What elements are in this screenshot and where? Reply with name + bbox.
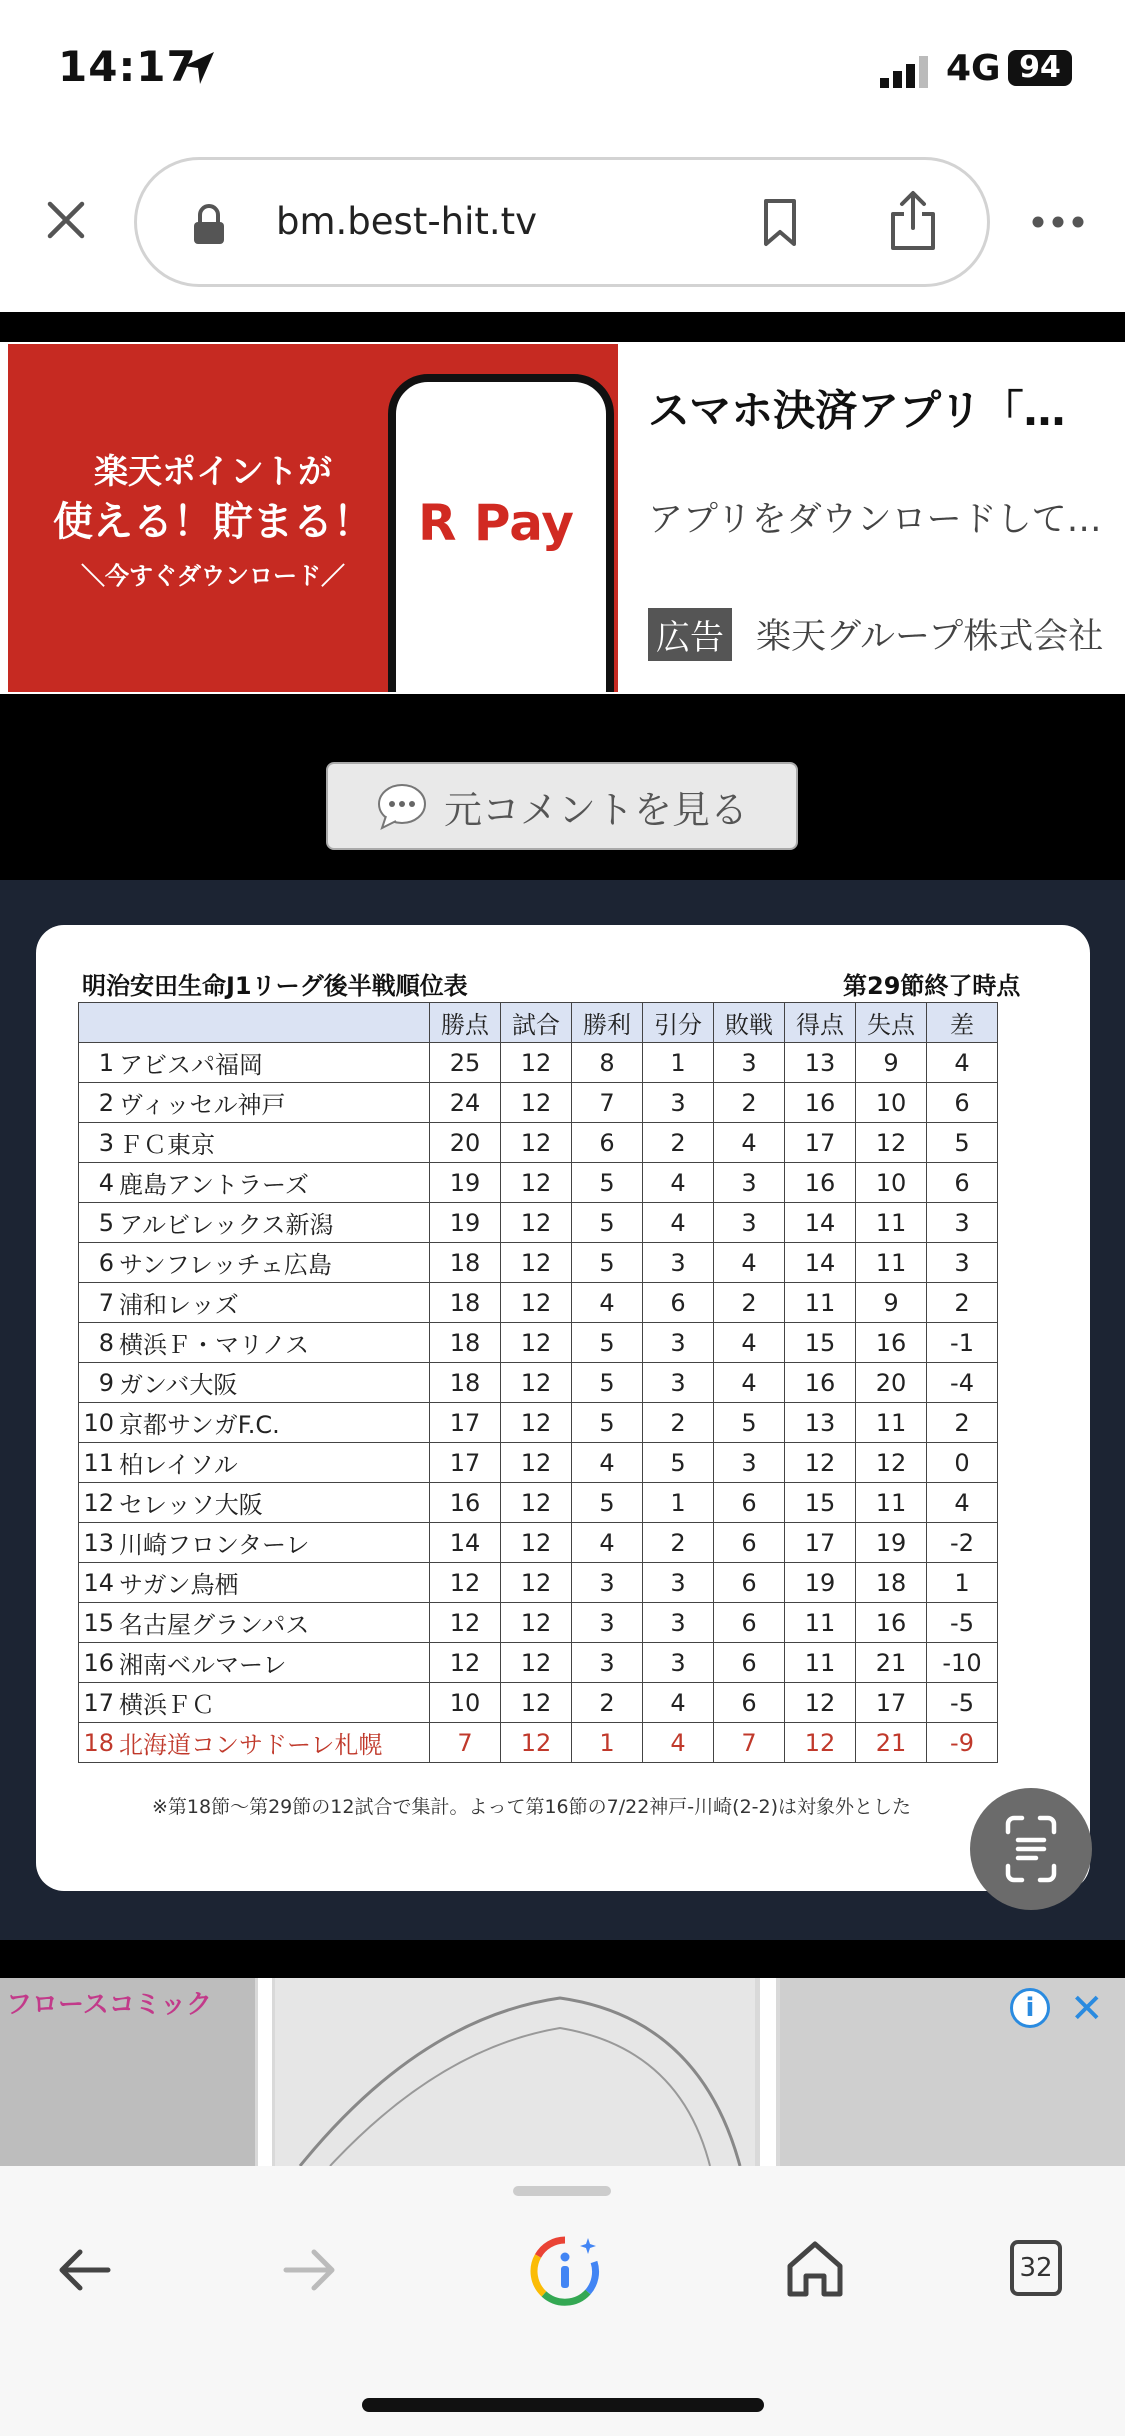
google-discover-icon[interactable] — [528, 2234, 602, 2308]
view-original-comment-button[interactable] — [326, 762, 798, 850]
cell-goals-for: 19 — [785, 1563, 856, 1603]
home-icon[interactable] — [784, 2238, 846, 2300]
cell-team: 鹿島アントラーズ — [116, 1163, 430, 1203]
cell-played: 12 — [501, 1203, 572, 1243]
cell-goals-for: 17 — [785, 1523, 856, 1563]
cell-goals-against: 11 — [856, 1203, 927, 1243]
cell-rank: 2 — [79, 1083, 117, 1123]
cell-losses: 5 — [714, 1403, 785, 1443]
cell-played: 12 — [501, 1323, 572, 1363]
cell-rank: 16 — [79, 1643, 117, 1683]
table-row — [79, 1323, 998, 1363]
cell-goal-diff: 5 — [927, 1123, 998, 1163]
cell-goals-for: 16 — [785, 1083, 856, 1123]
cell-rank: 8 — [79, 1323, 117, 1363]
cell-wins: 4 — [572, 1523, 643, 1563]
cell-goal-diff: -5 — [927, 1683, 998, 1723]
cell-goals-for: 11 — [785, 1283, 856, 1323]
cell-wins: 1 — [572, 1723, 643, 1763]
cell-rank: 3 — [79, 1123, 117, 1163]
cell-goal-diff: -4 — [927, 1363, 998, 1403]
rpay-logo: R Pay — [418, 494, 575, 552]
ad-sponsor: 楽天グループ株式会社 — [756, 617, 1104, 657]
cell-played: 12 — [501, 1123, 572, 1163]
cell-rank: 4 — [79, 1163, 117, 1203]
banner-logo: フロースコミック — [6, 1990, 213, 2020]
cell-team: 京都サンガF.C. — [116, 1403, 430, 1443]
header-losses: 敗戦 — [714, 1003, 785, 1043]
cell-team: 柏レイソル — [116, 1443, 430, 1483]
cell-goals-for: 12 — [785, 1723, 856, 1763]
standings-table — [78, 1002, 998, 1763]
header-goals-against: 失点 — [856, 1003, 927, 1043]
cell-wins: 7 — [572, 1083, 643, 1123]
cell-losses: 3 — [714, 1443, 785, 1483]
cell-goals-for: 16 — [785, 1363, 856, 1403]
cell-goals-against: 11 — [856, 1243, 927, 1283]
cell-losses: 3 — [714, 1163, 785, 1203]
cell-points: 7 — [430, 1723, 501, 1763]
cell-goal-diff: 3 — [927, 1203, 998, 1243]
sheet-handle[interactable] — [513, 2186, 611, 2196]
cell-goals-for: 15 — [785, 1483, 856, 1523]
cell-losses: 4 — [714, 1363, 785, 1403]
cell-goals-for: 14 — [785, 1203, 856, 1243]
cell-goals-for: 12 — [785, 1683, 856, 1723]
cell-played: 12 — [501, 1443, 572, 1483]
cell-rank: 7 — [79, 1283, 117, 1323]
cell-losses: 2 — [714, 1083, 785, 1123]
cell-points: 18 — [430, 1243, 501, 1283]
cell-wins: 4 — [572, 1443, 643, 1483]
cell-goals-against: 9 — [856, 1283, 927, 1323]
cell-draws: 4 — [643, 1683, 714, 1723]
cell-goals-against: 20 — [856, 1363, 927, 1403]
cell-wins: 5 — [572, 1403, 643, 1443]
cell-goals-for: 11 — [785, 1643, 856, 1683]
bookmark-icon[interactable] — [762, 198, 798, 248]
table-row — [79, 1163, 998, 1203]
cell-goals-against: 10 — [856, 1163, 927, 1203]
table-row — [79, 1083, 998, 1123]
cell-goals-for: 17 — [785, 1123, 856, 1163]
cell-wins: 6 — [572, 1123, 643, 1163]
cell-goals-against: 9 — [856, 1043, 927, 1083]
url-text[interactable]: bm.best-hit.tv — [276, 200, 538, 243]
more-icon[interactable] — [1030, 210, 1086, 234]
forward-arrow-icon[interactable] — [282, 2248, 338, 2292]
cell-wins: 4 — [572, 1283, 643, 1323]
cell-played: 12 — [501, 1483, 572, 1523]
cell-rank: 12 — [79, 1483, 117, 1523]
cell-rank: 1 — [79, 1043, 117, 1083]
cell-played: 12 — [501, 1363, 572, 1403]
ad-promo-line3: ＼今すぐダウンロード／ — [81, 562, 345, 590]
cell-rank: 17 — [79, 1683, 117, 1723]
cell-draws: 1 — [643, 1483, 714, 1523]
cell-rank: 9 — [79, 1363, 117, 1403]
cell-rank: 18 — [79, 1723, 117, 1763]
cell-points: 18 — [430, 1363, 501, 1403]
cell-goals-for: 15 — [785, 1323, 856, 1363]
cell-played: 12 — [501, 1603, 572, 1643]
signal-icon — [880, 56, 932, 88]
cell-points: 25 — [430, 1043, 501, 1083]
cell-wins: 3 — [572, 1603, 643, 1643]
ad-promo-line2: 使える！貯まる！ — [53, 499, 373, 545]
cell-points: 24 — [430, 1083, 501, 1123]
network-type: 4G — [946, 48, 1001, 89]
ad-badge: 広告 — [648, 608, 732, 661]
cell-goal-diff: 3 — [927, 1243, 998, 1283]
cell-goals-for: 12 — [785, 1443, 856, 1483]
cell-team: 名古屋グランパス — [116, 1603, 430, 1643]
ad-description[interactable]: アプリをダウンロードして… — [648, 500, 1102, 540]
cell-draws: 2 — [643, 1523, 714, 1563]
cell-goal-diff: -10 — [927, 1643, 998, 1683]
cell-rank: 10 — [79, 1403, 117, 1443]
cell-rank: 5 — [79, 1203, 117, 1243]
cell-team: 浦和レッズ — [116, 1283, 430, 1323]
cell-played: 12 — [501, 1683, 572, 1723]
cell-team: ＦＣ東京 — [116, 1123, 430, 1163]
battery-indicator: 94 — [1008, 50, 1072, 86]
cell-played: 12 — [501, 1163, 572, 1203]
cell-losses: 6 — [714, 1643, 785, 1683]
cell-points: 17 — [430, 1443, 501, 1483]
cell-goal-diff: 2 — [927, 1403, 998, 1443]
cell-points: 17 — [430, 1403, 501, 1443]
cell-draws: 3 — [643, 1603, 714, 1643]
cell-goal-diff: 4 — [927, 1483, 998, 1523]
cell-goal-diff: -1 — [927, 1323, 998, 1363]
standings-note: ※第18節～第29節の12試合で集計。よって第16節の7/22神戸-川崎(2-2)は対象外とした — [152, 1796, 912, 1818]
cell-goals-for: 14 — [785, 1243, 856, 1283]
cell-points: 19 — [430, 1203, 501, 1243]
cell-wins: 5 — [572, 1163, 643, 1203]
address-bar[interactable] — [134, 157, 990, 287]
cell-wins: 5 — [572, 1243, 643, 1283]
table-row — [79, 1203, 998, 1243]
cell-team: アビスパ福岡 — [116, 1043, 430, 1083]
location-arrow-icon — [180, 48, 220, 88]
home-indicator — [362, 2398, 764, 2412]
cell-points: 12 — [430, 1603, 501, 1643]
cell-losses: 6 — [714, 1483, 785, 1523]
standings-round: 第29節終了時点 — [843, 972, 1021, 1000]
cell-team: 横浜ＦＣ — [116, 1683, 430, 1723]
cell-goals-for: 16 — [785, 1163, 856, 1203]
cell-rank: 15 — [79, 1603, 117, 1643]
cell-points: 14 — [430, 1523, 501, 1563]
cell-goal-diff: -9 — [927, 1723, 998, 1763]
cell-goals-against: 11 — [856, 1483, 927, 1523]
cell-losses: 3 — [714, 1043, 785, 1083]
cell-losses: 2 — [714, 1283, 785, 1323]
cell-points: 12 — [430, 1643, 501, 1683]
cell-goals-against: 18 — [856, 1563, 927, 1603]
cell-goals-against: 11 — [856, 1403, 927, 1443]
cell-goal-diff: -2 — [927, 1523, 998, 1563]
cell-losses: 6 — [714, 1523, 785, 1563]
cell-wins: 5 — [572, 1483, 643, 1523]
cell-team: 北海道コンサドーレ札幌 — [116, 1723, 430, 1763]
cell-draws: 1 — [643, 1043, 714, 1083]
cell-team: サガン鳥栖 — [116, 1563, 430, 1603]
cell-played: 12 — [501, 1643, 572, 1683]
table-row — [79, 1403, 998, 1443]
cell-goals-for: 13 — [785, 1403, 856, 1443]
table-row — [79, 1643, 998, 1683]
cell-draws: 3 — [643, 1563, 714, 1603]
standings-header-row — [79, 1003, 998, 1043]
cell-losses: 4 — [714, 1123, 785, 1163]
ad-close-icon[interactable]: ✕ — [1070, 1986, 1104, 2032]
speech-bubble-icon — [376, 782, 428, 830]
cell-draws: 3 — [643, 1323, 714, 1363]
scan-icon — [970, 1788, 1092, 1910]
comment-button-label: 元コメントを見る — [443, 787, 748, 832]
ad-image[interactable] — [8, 344, 618, 692]
cell-points: 20 — [430, 1123, 501, 1163]
header-team — [79, 1003, 430, 1043]
table-row — [79, 1283, 998, 1323]
cell-goal-diff: 6 — [927, 1083, 998, 1123]
cell-team: アルビレックス新潟 — [116, 1203, 430, 1243]
header-played: 試合 — [501, 1003, 572, 1043]
ad-info-icon[interactable]: i — [1010, 1988, 1050, 2028]
cell-team: ヴィッセル神戸 — [116, 1083, 430, 1123]
cell-goals-against: 16 — [856, 1603, 927, 1643]
cell-wins: 5 — [572, 1203, 643, 1243]
cell-rank: 6 — [79, 1243, 117, 1283]
cell-goal-diff: 6 — [927, 1163, 998, 1203]
cell-draws: 3 — [643, 1083, 714, 1123]
lock-icon — [192, 204, 226, 246]
cell-goal-diff: 0 — [927, 1443, 998, 1483]
cell-goals-for: 13 — [785, 1043, 856, 1083]
cell-points: 18 — [430, 1323, 501, 1363]
cell-goals-against: 10 — [856, 1083, 927, 1123]
table-row — [79, 1603, 998, 1643]
table-row — [79, 1123, 998, 1163]
close-icon[interactable] — [42, 196, 90, 244]
cell-goals-for: 11 — [785, 1603, 856, 1643]
cell-team: サンフレッチェ広島 — [116, 1243, 430, 1283]
cell-played: 12 — [501, 1043, 572, 1083]
cell-played: 12 — [501, 1083, 572, 1123]
cell-points: 19 — [430, 1163, 501, 1203]
table-row — [79, 1043, 998, 1083]
cell-goal-diff: 1 — [927, 1563, 998, 1603]
cell-goals-against: 21 — [856, 1643, 927, 1683]
cell-wins: 3 — [572, 1643, 643, 1683]
cell-goal-diff: -5 — [927, 1603, 998, 1643]
lens-scan-button[interactable] — [970, 1788, 1092, 1910]
cell-played: 12 — [501, 1563, 572, 1603]
cell-losses: 4 — [714, 1243, 785, 1283]
back-arrow-icon[interactable] — [56, 2248, 112, 2292]
ad-title[interactable]: スマホ決済アプリ「… — [648, 386, 1066, 435]
standings-body — [79, 1043, 998, 1763]
cell-losses: 6 — [714, 1563, 785, 1603]
cell-draws: 6 — [643, 1283, 714, 1323]
cell-wins: 5 — [572, 1363, 643, 1403]
ad-promo-line1: 楽天ポイントが — [94, 452, 332, 492]
cell-goals-against: 16 — [856, 1323, 927, 1363]
cell-losses: 6 — [714, 1603, 785, 1643]
header-wins: 勝利 — [572, 1003, 643, 1043]
cell-wins: 8 — [572, 1043, 643, 1083]
cell-draws: 4 — [643, 1163, 714, 1203]
banner-ad[interactable] — [0, 1978, 1125, 2166]
cell-losses: 7 — [714, 1723, 785, 1763]
cell-wins: 5 — [572, 1323, 643, 1363]
cell-goals-against: 12 — [856, 1123, 927, 1163]
cell-wins: 2 — [572, 1683, 643, 1723]
cell-rank: 14 — [79, 1563, 117, 1603]
standings-title: 明治安田生命J1リーグ後半戦順位表 — [82, 972, 468, 1000]
cell-goal-diff: 4 — [927, 1043, 998, 1083]
status-time: 14:17 — [58, 42, 197, 91]
table-row — [79, 1483, 998, 1523]
cell-rank: 11 — [79, 1443, 117, 1483]
cell-draws: 3 — [643, 1243, 714, 1283]
header-draws: 引分 — [643, 1003, 714, 1043]
table-row — [79, 1243, 998, 1283]
cell-goals-against: 21 — [856, 1723, 927, 1763]
cell-goals-against: 17 — [856, 1683, 927, 1723]
cell-team: 川崎フロンターレ — [116, 1523, 430, 1563]
cell-played: 12 — [501, 1403, 572, 1443]
cell-points: 16 — [430, 1483, 501, 1523]
cell-team: 湘南ベルマーレ — [116, 1643, 430, 1683]
cell-losses: 3 — [714, 1203, 785, 1243]
table-row — [79, 1563, 998, 1603]
cell-goals-against: 12 — [856, 1443, 927, 1483]
cell-points: 18 — [430, 1283, 501, 1323]
cell-wins: 3 — [572, 1563, 643, 1603]
cell-points: 10 — [430, 1683, 501, 1723]
cell-rank: 13 — [79, 1523, 117, 1563]
cell-draws: 3 — [643, 1643, 714, 1683]
cell-team: セレッソ大阪 — [116, 1483, 430, 1523]
tabs-button[interactable]: 32 — [1010, 2240, 1062, 2296]
table-row — [79, 1363, 998, 1403]
cell-draws: 3 — [643, 1363, 714, 1403]
cell-played: 12 — [501, 1523, 572, 1563]
header-goals-for: 得点 — [785, 1003, 856, 1043]
cell-played: 12 — [501, 1243, 572, 1283]
cell-played: 12 — [501, 1723, 572, 1763]
cell-draws: 2 — [643, 1123, 714, 1163]
cell-points: 12 — [430, 1563, 501, 1603]
cell-goal-diff: 2 — [927, 1283, 998, 1323]
share-icon[interactable] — [888, 190, 938, 252]
cell-draws: 4 — [643, 1203, 714, 1243]
cell-losses: 6 — [714, 1683, 785, 1723]
table-row — [79, 1683, 998, 1723]
cell-draws: 2 — [643, 1403, 714, 1443]
table-row — [79, 1523, 998, 1563]
cell-team: 横浜Ｆ・マリノス — [116, 1323, 430, 1363]
table-row — [79, 1723, 998, 1763]
cell-draws: 5 — [643, 1443, 714, 1483]
cell-team: ガンバ大阪 — [116, 1363, 430, 1403]
header-points: 勝点 — [430, 1003, 501, 1043]
cell-losses: 4 — [714, 1323, 785, 1363]
table-row — [79, 1443, 998, 1483]
cell-played: 12 — [501, 1283, 572, 1323]
header-goal-diff: 差 — [927, 1003, 998, 1043]
cell-goals-against: 19 — [856, 1523, 927, 1563]
cell-draws: 4 — [643, 1723, 714, 1763]
